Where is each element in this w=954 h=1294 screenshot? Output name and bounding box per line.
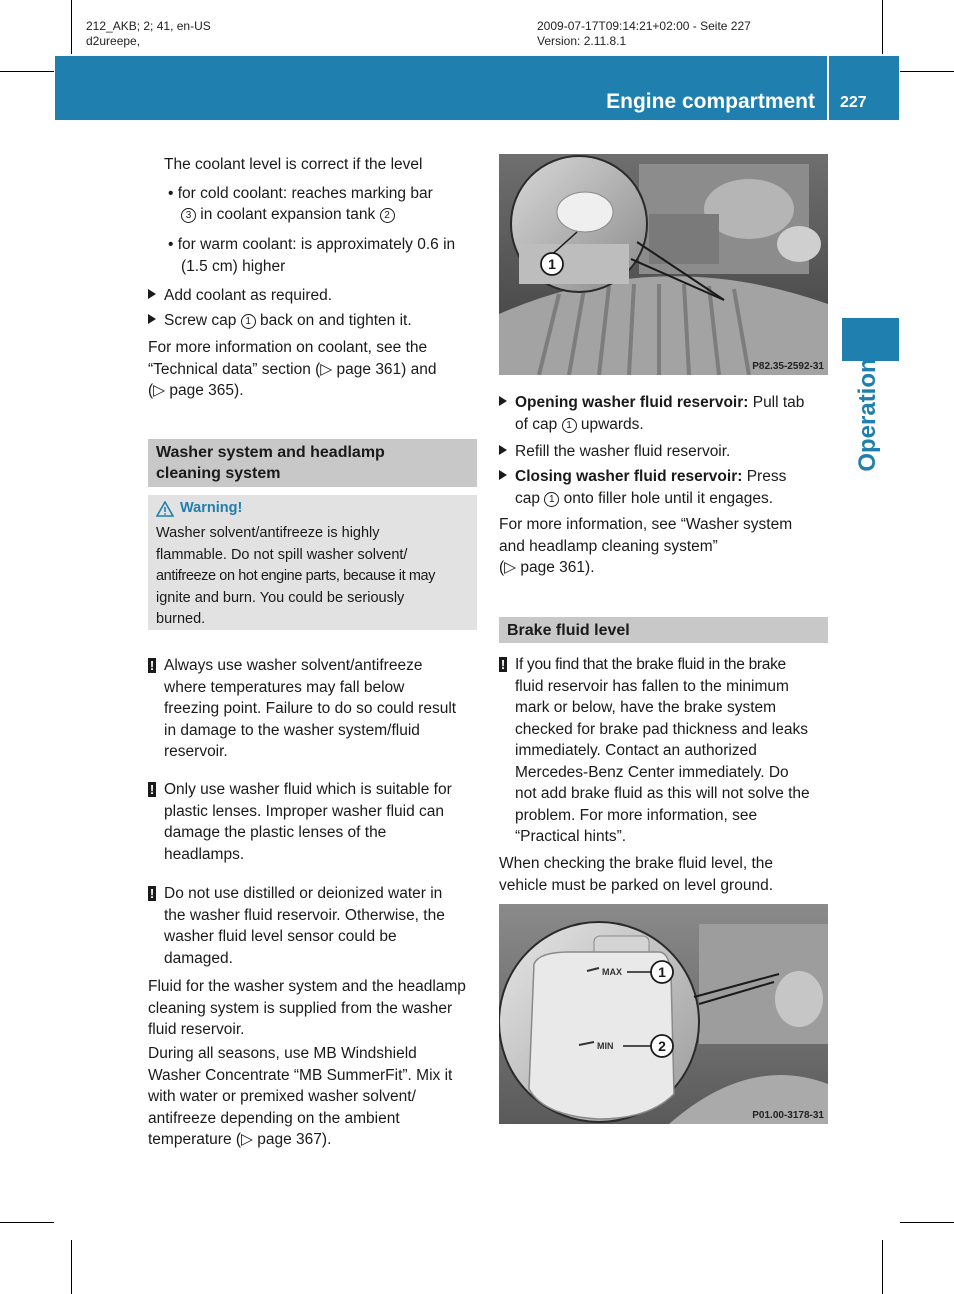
seasons-paragraph: During all seasons, use MB Windshield Washer Concentrate “MB SummerFit”. Mix it with water or premixed washer solvent/ antifreeze depending on the ambient temperature (▷ page 367).	[148, 1045, 453, 1148]
note-brake-fluid: ! If you find that the brake fluid in the brake fluid reservoir has fallen to the minimum mark or below, have the brake system checked for brake pad thickness and leaks immediately. Contact an authorized Mercedes-Benz Center immediately. Do not add brake fluid as this will not solve the problem. For more information, see “Practical hints”.	[500, 656, 810, 845]
chapter-header-band	[55, 56, 899, 120]
step-open-reservoir: Opening washer fluid reservoir: Pull tab of cap 1 upwards.	[499, 392, 831, 435]
washer-reservoir-photo	[499, 154, 828, 375]
max-mark-label: MAX	[602, 967, 622, 977]
step-screw-cap: Screw cap 1 back on and tighten it.	[148, 310, 412, 332]
step-arrow-icon	[499, 470, 507, 480]
crop-mark	[0, 71, 54, 72]
exclamation-icon: !	[149, 782, 155, 797]
step-refill: Refill the washer fluid reservoir.	[499, 441, 730, 463]
step-arrow-icon	[148, 289, 156, 299]
photo1-callout-1: 1	[548, 256, 556, 272]
crop-mark	[882, 1240, 883, 1294]
exclamation-icon: !	[149, 658, 155, 673]
coolant-intro: The coolant level is correct if the level	[164, 156, 423, 173]
step-arrow-icon	[499, 445, 507, 455]
callout-3: 3	[181, 208, 196, 223]
callout-1: 1	[544, 492, 559, 507]
note-plastic-lenses: ! Only use washer fluid which is suitable for plastic lenses. Improper washer fluid can damage the plastic lenses of the headlamps.	[149, 781, 452, 863]
bullet-warm-line1: • for warm coolant: is approximately 0.6 in	[168, 236, 456, 253]
crop-mark	[900, 1222, 954, 1223]
bullet-cold-line2: 3 in coolant expansion tank 2	[181, 204, 395, 226]
warning-triangle-icon	[156, 501, 174, 517]
header-divider	[827, 56, 829, 120]
callout-1: 1	[562, 418, 577, 433]
coolant-more-info: For more information on coolant, see the “Technical data” section (▷ page 361) and (▷ page 365).	[148, 339, 437, 399]
note-distilled-water: ! Do not use distilled or deionized water in the washer fluid reservoir. Otherwise, the washer fluid level sensor could be damaged.	[149, 885, 445, 967]
brake-reservoir-illustration	[499, 904, 828, 1124]
page-number: 227	[840, 94, 867, 111]
step-arrow-icon	[499, 396, 507, 406]
exclamation-icon: !	[500, 657, 506, 672]
brake-fluid-reservoir-photo	[499, 904, 828, 1124]
callout-1: 1	[241, 314, 256, 329]
warning-title: Warning!	[180, 500, 243, 516]
photo2-callout-2: 2	[658, 1038, 666, 1054]
bullet-cold-line1: • for cold coolant: reaches marking bar	[168, 185, 433, 202]
photo2-callout-1: 1	[658, 964, 666, 980]
print-meta-left: 212_AKB; 2; 41, en-US d2ureepe,	[86, 19, 211, 48]
crop-mark	[71, 0, 72, 54]
crop-mark	[900, 71, 954, 72]
callout-2: 2	[380, 208, 395, 223]
photo2-code: P01.00-3178-31	[752, 1110, 824, 1121]
bullet-warm-line2: (1.5 cm) higher	[181, 258, 286, 275]
exclamation-icon: !	[149, 886, 155, 901]
note-antifreeze: ! Always use washer solvent/antifreeze where temperatures may fall below freezing point. Failure to do so could result in damage to the washer system/fluid reservoir.	[149, 657, 457, 760]
min-mark-label: MIN	[597, 1041, 614, 1051]
step-close-reservoir: Closing washer fluid reservoir: Press cap 1 onto filler hole until it engages.	[499, 466, 831, 509]
warning-box	[148, 495, 477, 630]
crop-mark	[882, 0, 883, 54]
level-ground-paragraph: When checking the brake fluid level, the vehicle must be parked on level ground.	[499, 855, 773, 894]
crop-mark	[71, 1240, 72, 1294]
crop-mark	[0, 1222, 54, 1223]
fluid-supply-paragraph: Fluid for the washer system and the headlamp cleaning system is supplied from the washer fluid reservoir.	[148, 978, 466, 1038]
heading-brake-fluid: Brake fluid level	[499, 617, 828, 643]
step-arrow-icon	[148, 314, 156, 324]
side-tab-label: Operation	[854, 358, 881, 472]
washer-more-info: For more information, see “Washer system and headlamp cleaning system” (▷ page 361).	[499, 516, 793, 576]
print-meta-right: 2009-07-17T09:14:21+02:00 - Seite 227 Version: 2.11.8.1	[537, 19, 751, 48]
engine-bay-illustration	[499, 154, 828, 375]
warning-text: Washer solvent/antifreeze is highly flammable. Do not spill washer solvent/ antifreeze on hot engine parts, because it may ignite and burn. You could be seriously burned.	[156, 525, 436, 627]
heading-washer-system: Washer system and headlamp cleaning system	[148, 439, 477, 487]
step-add-coolant: Add coolant as required.	[148, 285, 332, 307]
photo1-code: P82.35-2592-31	[752, 361, 824, 372]
section-title: Engine compartment	[606, 90, 815, 113]
